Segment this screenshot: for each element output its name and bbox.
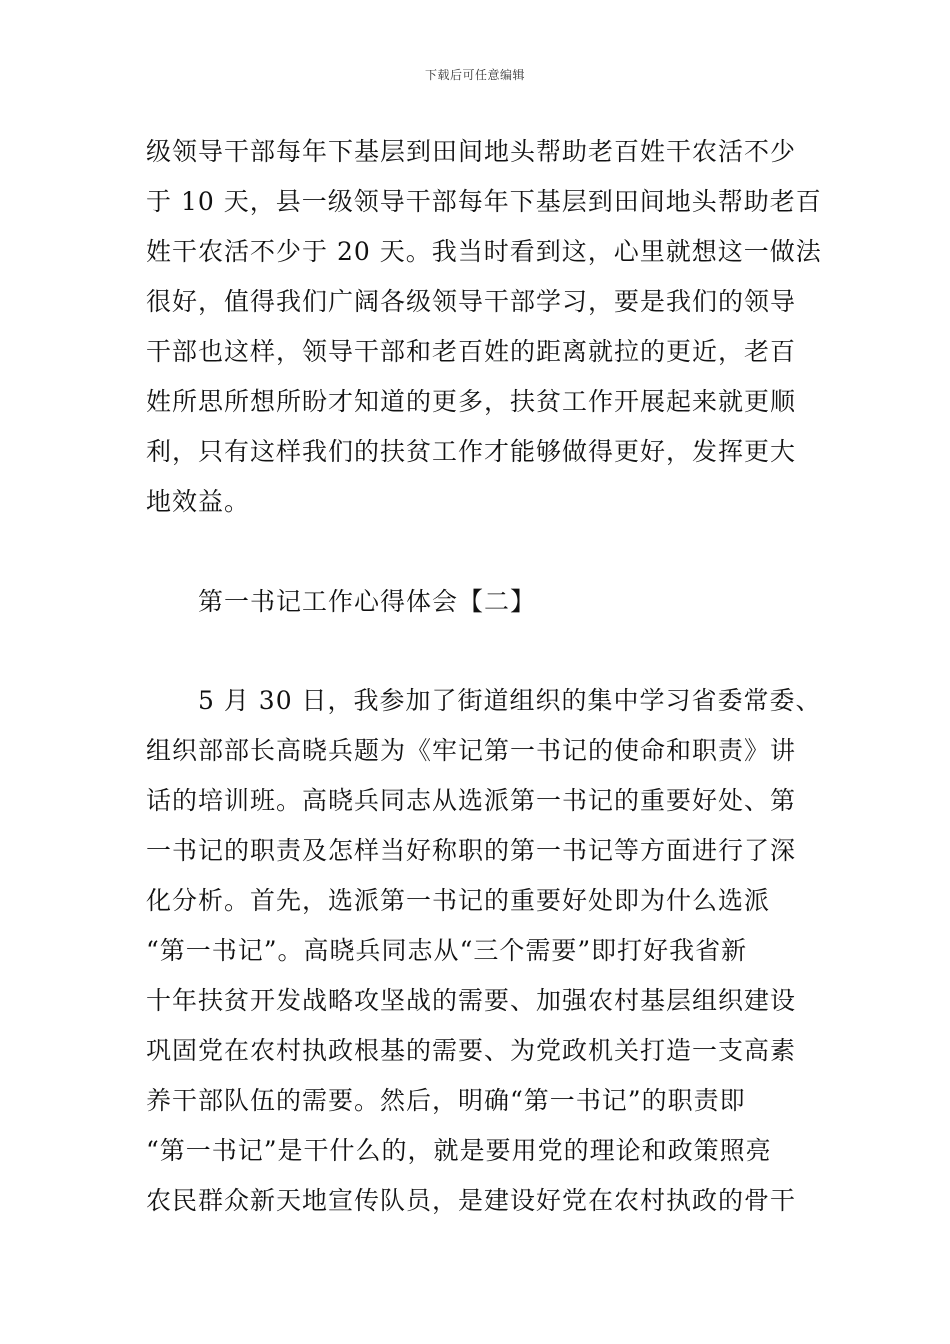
section-heading: 第一书记工作心得体会【二】 [146,587,537,616]
page-header: 下载后可任意编辑 [424,68,525,82]
text-line: 十年扶贫开发战略攻坚战的需要、加强农村基层组织建设 [146,986,797,1015]
text-line: 5 月 30 日，我参加了街道组织的集中学习省委常委、 [146,686,822,715]
text-line: “第一书记”是干什么的，就是要用党的理论和政策照亮 [146,1136,772,1165]
text-line: 很好，值得我们广阔各级领导干部学习，要是我们的领导 [146,287,797,316]
text-line: 利，只有这样我们的扶贫工作才能够做得更好，发挥更大 [146,437,797,466]
text-line: 巩固党在农村执政根基的需要、为党政机关打造一支高素 [146,1036,797,1065]
text-line: 级领导干部每年下基层到田间地头帮助老百姓干农活不少 [146,137,797,166]
text-line: 干部也这样，领导干部和老百姓的距离就拉的更近，老百 [146,337,797,366]
text-line: 农民群众新天地宣传队员，是建设好党在农村执政的骨干 [146,1186,797,1215]
text-line: “第一书记”。高晓兵同志从“三个需要”即打好我省新 [146,936,748,965]
text-line: 化分析。首先，选派第一书记的重要好处即为什么选派 [146,886,771,915]
text-line: 于 10 天，县一级领导干部每年下基层到田间地头帮助老百 [146,187,822,216]
text-line: 养干部队伍的需要。然后，明确“第一书记”的职责即 [146,1086,746,1115]
text-line: 姓干农活不少于 20 天。我当时看到这，心里就想这一做法 [146,237,822,266]
text-line: 一书记的职责及怎样当好称职的第一书记等方面进行了深 [146,836,797,865]
text-line: 组织部部长高晓兵题为《牢记第一书记的使命和职责》讲 [146,736,797,765]
text-line: 地效益。 [146,487,251,516]
text-line: 姓所思所想所盼才知道的更多，扶贫工作开展起来就更顺 [146,387,797,416]
text-line: 话的培训班。高晓兵同志从选派第一书记的重要好处、第 [146,786,797,815]
